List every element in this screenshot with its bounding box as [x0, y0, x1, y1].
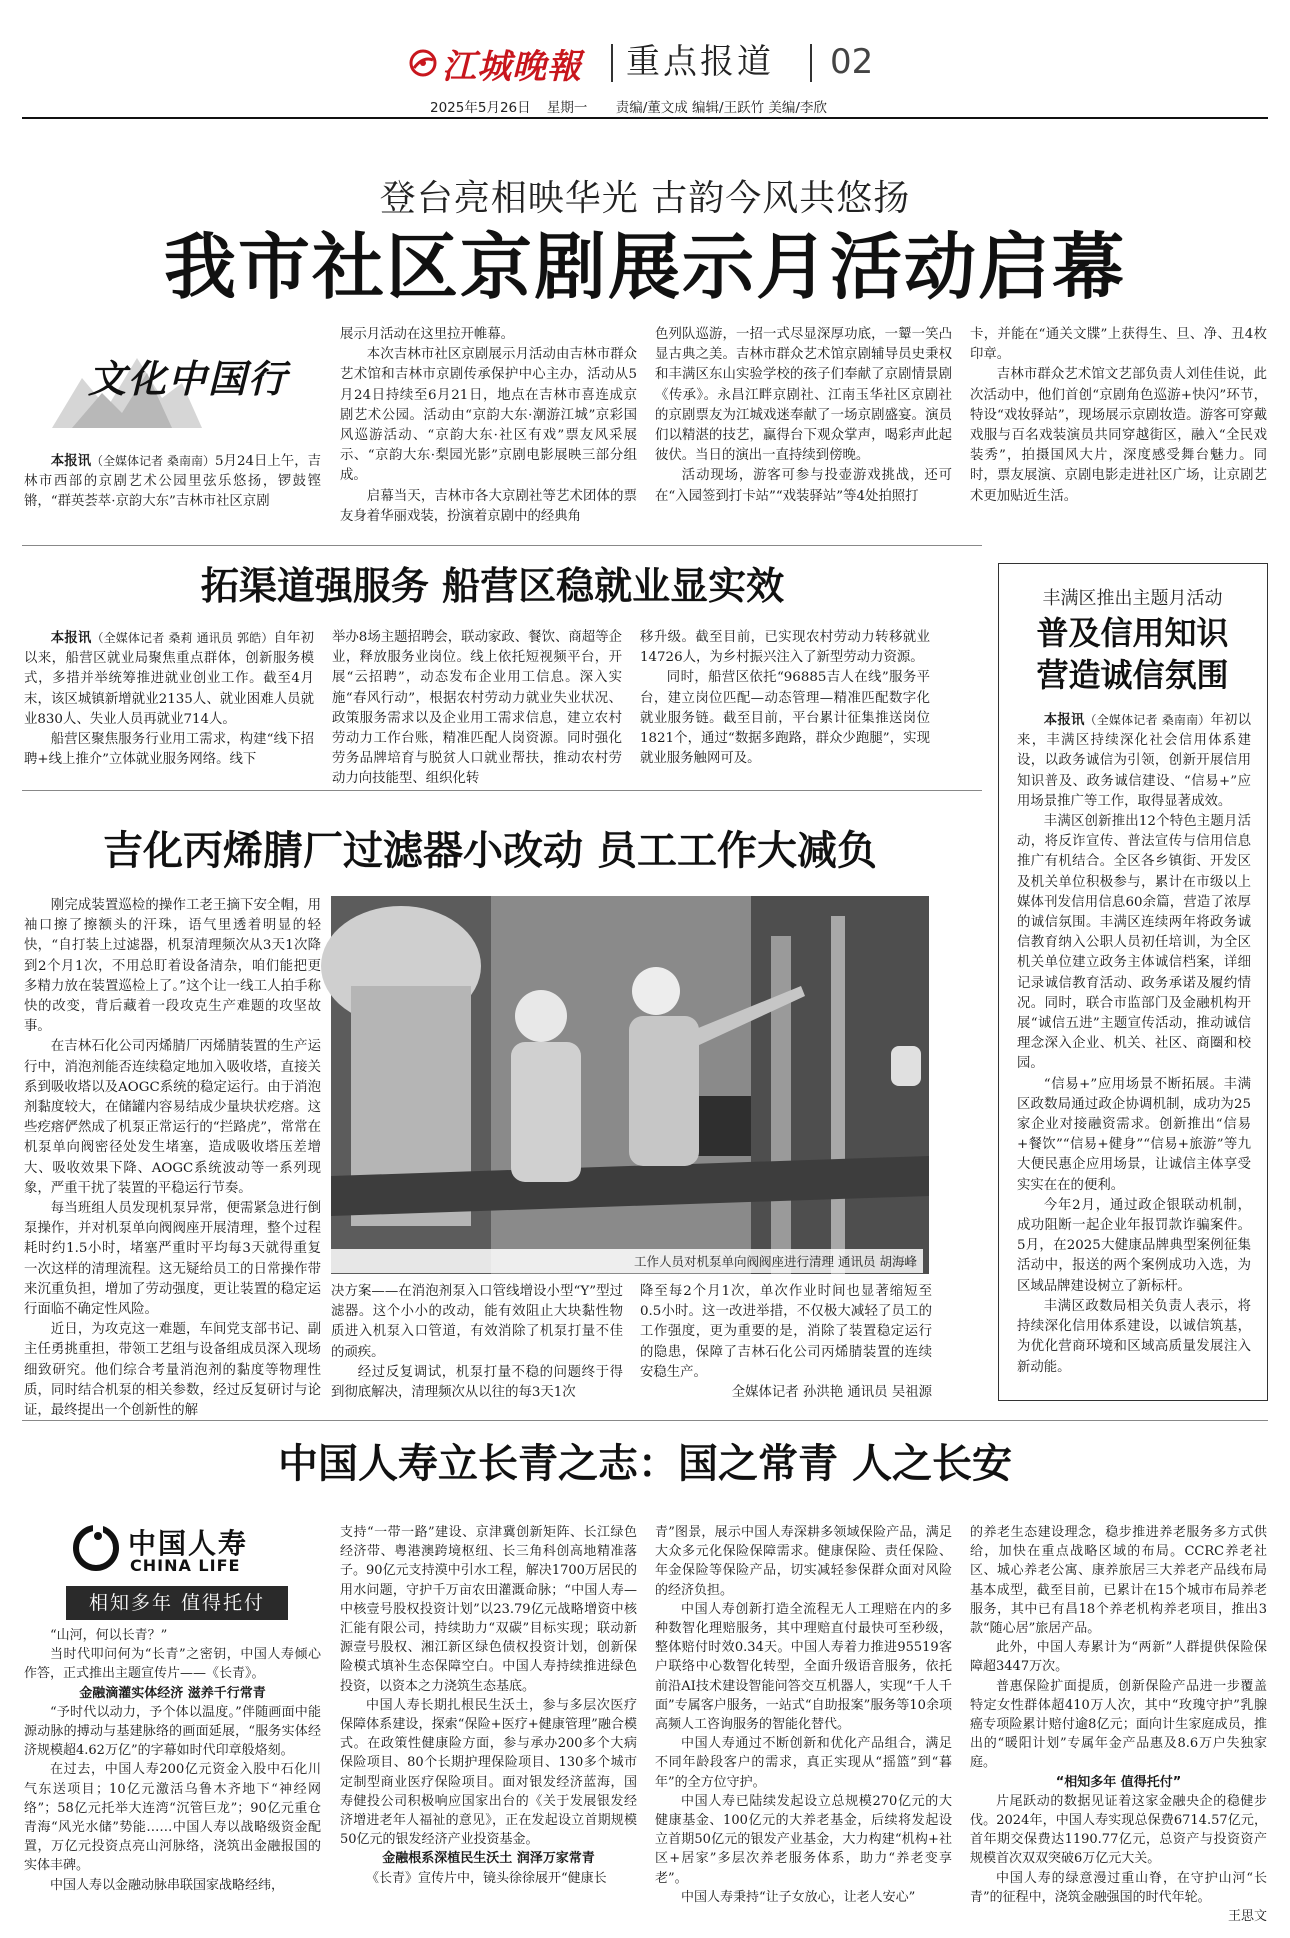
paragraph-text: 青”图景，展示中国人寿深耕多领域保险产品，满足大众多元化保险保障需求。健康保险、责任保险、年金保险等保险产品，切实减轻参保群众面对风险的经济负担。 — [655, 1525, 952, 1598]
masthead — [0, 0, 1290, 120]
article2-bottom-rule — [22, 790, 982, 791]
paragraph-text: 《长青》宣传片中，镜头徐徐展开“健康长 — [366, 1870, 607, 1886]
paragraph — [24, 1626, 321, 1645]
culture-column-text: 文化中国行 — [88, 356, 289, 401]
paragraph — [655, 325, 952, 466]
paragraph — [24, 1876, 321, 1895]
paragraph-text: 片尾跃动的数据见证着这家金融央企的稳健步伐。2024年，中国人寿实现总保费6714.57亿元，首年期交保费达1190.77亿元，总资产与投资资产规模首次双双突破6万亿元大关。 — [970, 1793, 1267, 1867]
paragraph-text: 船营区聚焦服务行业用工需求，构建“线下招聘+线上推介”立体就业服务网络。线下 — [24, 732, 314, 768]
paragraph — [640, 628, 930, 668]
paragraph — [655, 1792, 952, 1888]
article2-title: 拓渠道强服务 船营区稳就业显实效 — [200, 563, 785, 608]
paragraph — [340, 1523, 637, 1696]
masthead-divider — [810, 44, 812, 82]
paragraph-text: 中国人寿秉持“让子女放心，让老人安心” — [681, 1889, 916, 1905]
china-life-logo — [66, 1520, 316, 1578]
logo-text: 江城晚報 — [442, 46, 582, 87]
paragraph-text: 经过反复调试，机泵打量不稳的问题终于得到彻底解决，清理频次从以往的每3天1次 — [331, 1364, 623, 1401]
issue-weekday: 星期一 — [546, 100, 588, 116]
article3-col-3 — [640, 1282, 932, 1402]
issue-date-line — [430, 96, 827, 116]
paragraph-text: 移升级。截至目前，已实现农村劳动力转移就业14726人，为乡村振兴注入了新型劳动力资源。 — [640, 630, 930, 666]
dateline-lead: 本报讯 — [50, 454, 92, 469]
paragraph — [340, 1869, 637, 1888]
paragraph-text: 启幕当天，吉林市各大京剧社等艺术团体的票友身着华丽戏装，扮演着京剧中的经典角 — [340, 488, 637, 524]
article1-col-4 — [970, 325, 1267, 504]
paragraph — [340, 325, 637, 345]
page-number: 02 — [830, 42, 874, 82]
article4-col-1 — [24, 1626, 321, 1926]
subheading: “相知多年 值得托付” — [1055, 1774, 1182, 1790]
paragraph-text: 自年初以来，船营区就业局聚焦重点群体，创新服务模式，多措并举统筹推进就业创业工作。截至4月末，该区城镇新增就业2135人、就业困难人员就业830人、失业人员再就业714人。 — [24, 631, 314, 727]
article2-col-2 — [332, 628, 622, 787]
paragraph-text: 举办8场主题招聘会，联动家政、餐饮、商超等企业，释放服务业岗位。线上依托短视频平台，开展“云招聘”，动态发布企业用工信息。深入实施“春风行动”，根据农村劳动力就业失业状况、政策服务需求以及企业用工需求信息，建立农村劳动力工作台账，精准匹配人岗资源。同时强化劳务品牌培育与脱贫人口就业帮扶，推动农村劳动力向技能型、组织化转 — [332, 630, 622, 787]
paragraph — [655, 1734, 952, 1792]
paragraph-text: 支持“一带一路”建设、京津冀创新矩阵、长江绿色经济带、粤港澳跨境枢纽、长三角科创高地精准落子。90亿元支持漠中引水工程，解决1700万居民的用水问题，守护千万亩农田灌溉命脉；“中国人寿—中核壹号股权投资计划”以23.79亿元战略增资中核汇能有限公司，持续助力“双碳”目标实现；联动新源壹号股权、湘江新区绿色债权投资计划，创新保险模式填补生态保障空白。中国人寿持续推进绿色投资，以资本之力浇筑生态基底。 — [340, 1525, 637, 1694]
paragraph-text: 展示月活动在这里拉开帷幕。 — [340, 327, 515, 342]
paragraph-text: 同时，船营区依托“96885吉人在线”服务平台，建立岗位匹配—动态管理—精准匹配数字化就业服务链。截至目前，平台累计征集推送岗位1821个，通过“数据多跑路，群众少跑腿”，实现就业服务触网可及。 — [640, 670, 930, 767]
paragraph — [24, 628, 314, 730]
article1-col-2 — [340, 325, 637, 535]
paragraph-text: 丰满区政数局相关负责人表示，将持续深化信用体系建设，以诚信筑基，为优化营商环境和区域高质量发展注入新动能。 — [1017, 1298, 1251, 1375]
paragraph-text: 中国人寿长期扎根民生沃土，参与多层次医疗保障体系建设，探索“保险+医疗+健康管理”融合模式。在政策性健康险方面，参与承办200多个大病保险项目、80个长期护理保险项目、130多个城市定制型商业医疗保险项目。面对银发经济蓝海，国寿健投公司积极响应国家出台的《关于发展银发经济增进老年人福祉的意见》，正在发起设立首期规模50亿元的银发经济产业投资基金。 — [340, 1697, 637, 1848]
paragraph — [24, 451, 321, 513]
paragraph-text: 色列队巡游，一招一式尽显深厚功底，一颦一笑凸显古典之美。吉林市群众艺术馆京剧辅导员史秉权和丰满区东山实验学校的孩子们奉献了京剧情景剧《传承》。永昌江畔京剧社、江南玉华社区京剧社的京剧票友为江城戏迷奉献了一场京剧盛宴。演员们以精湛的技艺，赢得台下观众掌声，喝彩声此起彼伏。当日的演出一直持续到傍晚。 — [655, 327, 952, 464]
paragraph — [970, 325, 1267, 365]
sidebar-box — [998, 563, 1268, 1401]
culture-column-logo — [52, 338, 318, 434]
article1-title: 我市社区京剧展示月活动启幕 — [163, 224, 1126, 309]
paragraph-text: 每当班组人员发现机泵异常，便需紧急进行倒泵操作，并对机泵单向阀阀座开展清理，整个过程耗时约1.5小时，堵塞严重时平均每3天就得重复一次这样的清理流程。这无疑给员工的日常操作带来沉重负担，增加了劳动强度，更让装置的稳定运行面临不确定性风险。 — [24, 1201, 321, 1318]
paragraph-text: 当时代叩问何为“长青”之密钥，中国人寿倾心作答，正式推出主题宣传片——《长青》。 — [24, 1647, 321, 1682]
article3-photo-caption: 工作人员对机泵单向阀阀座进行清理 通讯员 胡海峰 — [331, 1249, 923, 1273]
paragraph-text: 的养老生态建设理念，稳步推进养老服务多方式供给，加快在重点战略区域的布局。CCRC养老社区、城心养老公寓、康养旅居三大养老产品线布局基本成型，截至目前，已累计在15个城市布局养老服务，其中已有昌18个养老机构养老项目，推出3款“随心居”旅居产品。 — [970, 1525, 1267, 1637]
article4-col-4 — [970, 1523, 1267, 1928]
paragraph — [1017, 1075, 1251, 1196]
paragraph-text: 本次吉林市社区京剧展示月活动由吉林市群众艺术馆和吉林市京剧传承保护中心主办，活动从5月24日持续至6月21日，地点在吉林市喜连成京剧艺术公园。活动由“京韵大东·潮游江城”京彩国风巡游活动、“京韵大东·社区有戏”票友风采展示、“京韵大东·梨园光影”京剧电影展映三部分组成。 — [340, 347, 637, 484]
paragraph — [24, 1760, 321, 1875]
china-life-english: CHINA LIFE — [130, 1556, 241, 1575]
masthead-divider — [611, 44, 613, 82]
paragraph — [1017, 1196, 1251, 1297]
paragraph — [331, 1282, 623, 1363]
subheading: 金融根系深植民生沃土 润泽万家常青 — [382, 1851, 595, 1867]
paragraph-text: 中国人寿通过不断创新和优化产品组合，满足不同年龄段客户的需求，真正实现从“摇篮”到“暮年”的全方位守护。 — [655, 1736, 952, 1790]
article2-col-1 — [24, 628, 314, 780]
paragraph — [655, 1600, 952, 1734]
article2-col-3 — [640, 628, 930, 780]
article1-bottom-rule — [22, 545, 982, 546]
paragraph — [655, 1523, 952, 1600]
section-title: 重点报道 — [626, 42, 774, 82]
author-signature: 全媒体记者 孙洪艳 通讯员 吴祖源 — [731, 1385, 932, 1401]
byline: （全媒体记者 桑南南） — [1084, 713, 1211, 727]
author-signature: 王思文 — [1227, 1909, 1267, 1925]
paragraph-text: 降至每2个月1次，单次作业时间也显著缩短至0.5小时。这一改进举措，不仅极大减轻了员工的工作强度，更为重要的是，消除了装置稳定运行的隐患，保障了吉林石化公司丙烯腈装置的连续安稳生产。 — [640, 1284, 932, 1380]
paragraph — [970, 1677, 1267, 1773]
subheading: 金融滴灌实体经济 滋养千行常青 — [79, 1685, 266, 1701]
paragraph-text: 5月24日上午，吉林市西部的京剧艺术公园里弦乐悠扬，锣鼓铿锵，“群英荟萃·京韵大东”吉林市社区京剧 — [24, 454, 322, 510]
dateline-lead: 本报讯 — [50, 631, 92, 646]
paragraph-text: 卡，并能在“通关文牒”上获得生、旦、净、丑4枚印章。 — [970, 327, 1267, 363]
paragraph — [970, 365, 1267, 506]
paragraph-text: 活动现场，游客可参与投壶游戏挑战，还可在“入园签到打卡站”“戏装驿站”等4处拍照打 — [655, 468, 952, 504]
article3-title: 吉化丙烯腈厂过滤器小改动 员工工作大减负 — [103, 827, 877, 874]
sidebar-title-1: 普及信用知识 — [1036, 614, 1229, 652]
newspaper-logo — [408, 40, 608, 86]
paragraph — [340, 487, 637, 527]
paragraph-text: 中国人寿的绿意漫过重山脊，在守护山河“长青”的征程中，浇筑金融强国的时代年轮。 — [970, 1870, 1267, 1905]
paragraph — [24, 896, 321, 1037]
dateline-lead: 本报讯 — [1043, 713, 1085, 728]
paragraph — [331, 1363, 623, 1403]
sidebar-title-2: 营造诚信氛围 — [1036, 656, 1229, 694]
paragraph-text: 在过去，中国人寿200亿元资金入股中石化川气东送项目；10亿元激活乌鲁木齐地下“神经网络”；58亿元托举大连湾“沉管巨龙”；90亿元重仓青海“风光水储”势能……中国人寿以战略级资金配置，万亿元投资点亮山河脉络，浇筑出金融报国的实体丰碑。 — [24, 1762, 321, 1874]
paragraph-text: “山河，何以长青？” — [50, 1628, 168, 1643]
paragraph-text: 决方案——在消泡剂泵入口管线增设小型“Y”型过滤器。这个小小的改动，能有效阻止大块黏性物质进入机泵入口管道，有效消除了机泵打量不佳的顽疾。 — [331, 1284, 623, 1360]
sidebar-body — [1017, 710, 1251, 1390]
paragraph-text: 刚完成装置巡检的操作工老王摘下安全帽，用袖口擦了擦额头的汗珠，语气里透着明显的轻快，“自打装上过滤器，机泵清理频次从3天1次降到2个月1次，不用总盯着设备清杂，咱们能把更多精力放在装置巡检上了。”这个让一线工人拍手称快的改变，背后藏着一段攻克生产难题的攻坚故事。 — [24, 898, 321, 1035]
article1-kicker: 登台亮相映华光 古韵今风共悠扬 — [379, 178, 911, 219]
paragraph-text: 中国人寿创新打造全流程无人工理赔在内的多种数智化理赔服务，其中理赔直付最快可至秒级，整体赔付时效0.34天。中国人寿着力推进95519客户联络中心数智化转型，全面升级语音服务，依托前沿AI技术建设智能问答交互机器人，实现“千人千面”专属客户服务，一站式“自助报案”服务等10余项高频人工咨询服务的智能化替代。 — [655, 1601, 952, 1733]
masthead-rule — [22, 117, 1268, 119]
byline: （全媒体记者 桑莉 通讯员 郭皓） — [91, 631, 274, 645]
paragraph-text: 中国人寿以金融动脉串联国家战略经纬， — [50, 1877, 285, 1893]
china-life-name: 中国人寿 — [128, 1527, 249, 1560]
article1-col-1 — [24, 451, 321, 535]
paragraph — [340, 1696, 637, 1850]
paragraph — [340, 345, 637, 486]
issue-date: 2025年5月26日 — [430, 100, 531, 116]
paragraph — [24, 1037, 321, 1199]
paragraph-text: 此外，中国人寿累计为“两新”人群提供保险保障超3447万次。 — [970, 1640, 1267, 1675]
paragraph — [970, 1638, 1267, 1676]
paragraph — [24, 1703, 321, 1761]
paragraph — [970, 1869, 1267, 1907]
paragraph — [640, 1282, 932, 1383]
paragraph — [24, 1320, 321, 1421]
paragraph-text: 普惠保险扩面提质，创新保险产品进一步覆盖特定女性群体超410万人次，其中“玫瑰守护”乳腺癌专项险累计赔付逾8亿元；面向计生家庭成员，推出的“暖阳计划”专属年金产品惠及8.6万户失独家庭。 — [970, 1678, 1267, 1771]
industrial-workers-photo — [331, 896, 929, 1274]
article4-title: 中国人寿立长青之志：国之常青 人之长安 — [278, 1440, 1012, 1487]
editors-credit: 责编/董文成 编辑/王跃竹 美编/李欣 — [615, 100, 827, 116]
paragraph-text: “信易+”应用场景不断拓展。丰满区政数局通过政企协调机制，成功为25家企业对接融资需求。创新推出“信易+餐饮”“信易+健身”“信易+旅游”等九大便民惠企应用场景，让诚信主体享受实实在在的便利。 — [1017, 1076, 1251, 1193]
paragraph-text: 吉林市群众艺术馆文艺部负责人刘佳佳说，此次活动中，他们首创“京剧角色巡游+快闪”环节，特设“戏妆驿站”，现场展示京剧妆造。游客可穿戴戏服与百名戏装演员共同穿越街区，融入“全民戏装秀”，拍摄国风大片，深度感受舞台魅力。同时，票友展演、京剧电影走进社区广场，让京剧艺术更加贴近生活。 — [970, 367, 1267, 504]
article3-col-1 — [24, 896, 321, 1419]
article3-col-2 — [331, 1282, 623, 1402]
paragraph — [970, 1792, 1267, 1869]
paragraph — [332, 628, 622, 790]
paragraph — [1017, 812, 1251, 1075]
article3-photo — [331, 896, 929, 1274]
paragraph — [970, 1523, 1267, 1638]
sidebar-kicker: 丰满区推出主题月活动 — [1042, 588, 1223, 609]
byline: （全媒体记者 桑南南） — [91, 454, 215, 468]
paragraph-text: 近日，为攻克这一难题，车间党支部书记、副主任勇挑重担，带领工艺组与设备组成员深入现场细致研究。他们综合考量消泡剂的黏度等物理性质，同时结合机泵的相关参数，经过反复研讨与论证，最终提出一个创新性的解 — [24, 1322, 321, 1419]
article1-col-3 — [655, 325, 952, 535]
paragraph-text: 丰满区创新推出12个特色主题月活动，将反诈宣传、普法宣传与信用信息推广有机结合。全区各乡镇街、开发区及机关单位积极参与，累计在市级以上媒体刊发信用信息60余篇，营造了浓厚的诚信氛围。丰满区连续两年将政务诚信教育纳入公职人员初任培训，为全区机关单位建立政务主体诚信档案，详细记录诚信教育活动、政务承诺及履约情况。同时，联合市监部门及金融机构开展“诚信五进”主题宣传活动，推动诚信理念深入企业、机关、社区、商圈和校园。 — [1017, 814, 1251, 1072]
paragraph — [24, 1199, 321, 1320]
paragraph — [640, 668, 930, 769]
paragraph-text: 中国人寿已陆续发起设立总规模270亿元的大健康基金、100亿元的大养老基金，后续将发起设立首期50亿元的银发产业基金，大力构建“机构+社区+居家”多层次养老服务体系，助力“养老变享老”。 — [655, 1793, 952, 1886]
paragraph-text: 年初以来，丰满区持续深化社会信用体系建设，以政务诚信为引领，创新开展信用知识普及、政务诚信建设、“信易+”应用场景推广等工作，取得显著成效。 — [1017, 713, 1252, 809]
paragraph-text: “予时代以动力，予个体以温度。”伴随画面中能源动脉的搏动与基建脉络的画面延展，“服务实体经济规模超4.62万亿”的字幕如时代印章般烙刻。 — [24, 1704, 321, 1759]
article3-bottom-rule — [22, 1420, 1268, 1421]
china-life-slogan: 相知多年 值得托付 — [66, 1586, 288, 1620]
paragraph — [24, 1645, 321, 1683]
paragraph — [655, 1888, 952, 1907]
article4-col-2 — [340, 1523, 637, 1928]
logo-emblem-icon — [408, 48, 438, 78]
paragraph — [1017, 710, 1251, 812]
paragraph — [24, 730, 314, 770]
paragraph — [1017, 1297, 1251, 1378]
paragraph-text: 在吉林石化公司丙烯腈厂丙烯腈装置的生产运行中，消泡剂能否连续稳定地加入吸收塔，直接关系到吸收塔以及AOGC系统的稳定运行。由于消泡剂黏度较大，在储罐内容易结成少量块状疙瘩。这些疙瘩俨然成了机泵正常运行的“拦路虎”，常常在机泵单向阀密径处发生堵塞，造成吸收塔压差增大、吸收效果下降、AOGC系统波动等一系列现象，严重干扰了装置的平稳运行节奏。 — [24, 1039, 321, 1196]
paragraph-text: 今年2月，通过政企银联动机制，成功阻断一起企业年报罚款诈骗案件。5月，在2025大健康品牌典型案例征集活动中，报送的两个案例成功入选，为区域品牌建设树立了新标杆。 — [1017, 1197, 1251, 1294]
china-life-emblem-icon — [72, 1524, 120, 1572]
paragraph — [655, 466, 952, 506]
article4-col-3 — [655, 1523, 952, 1928]
